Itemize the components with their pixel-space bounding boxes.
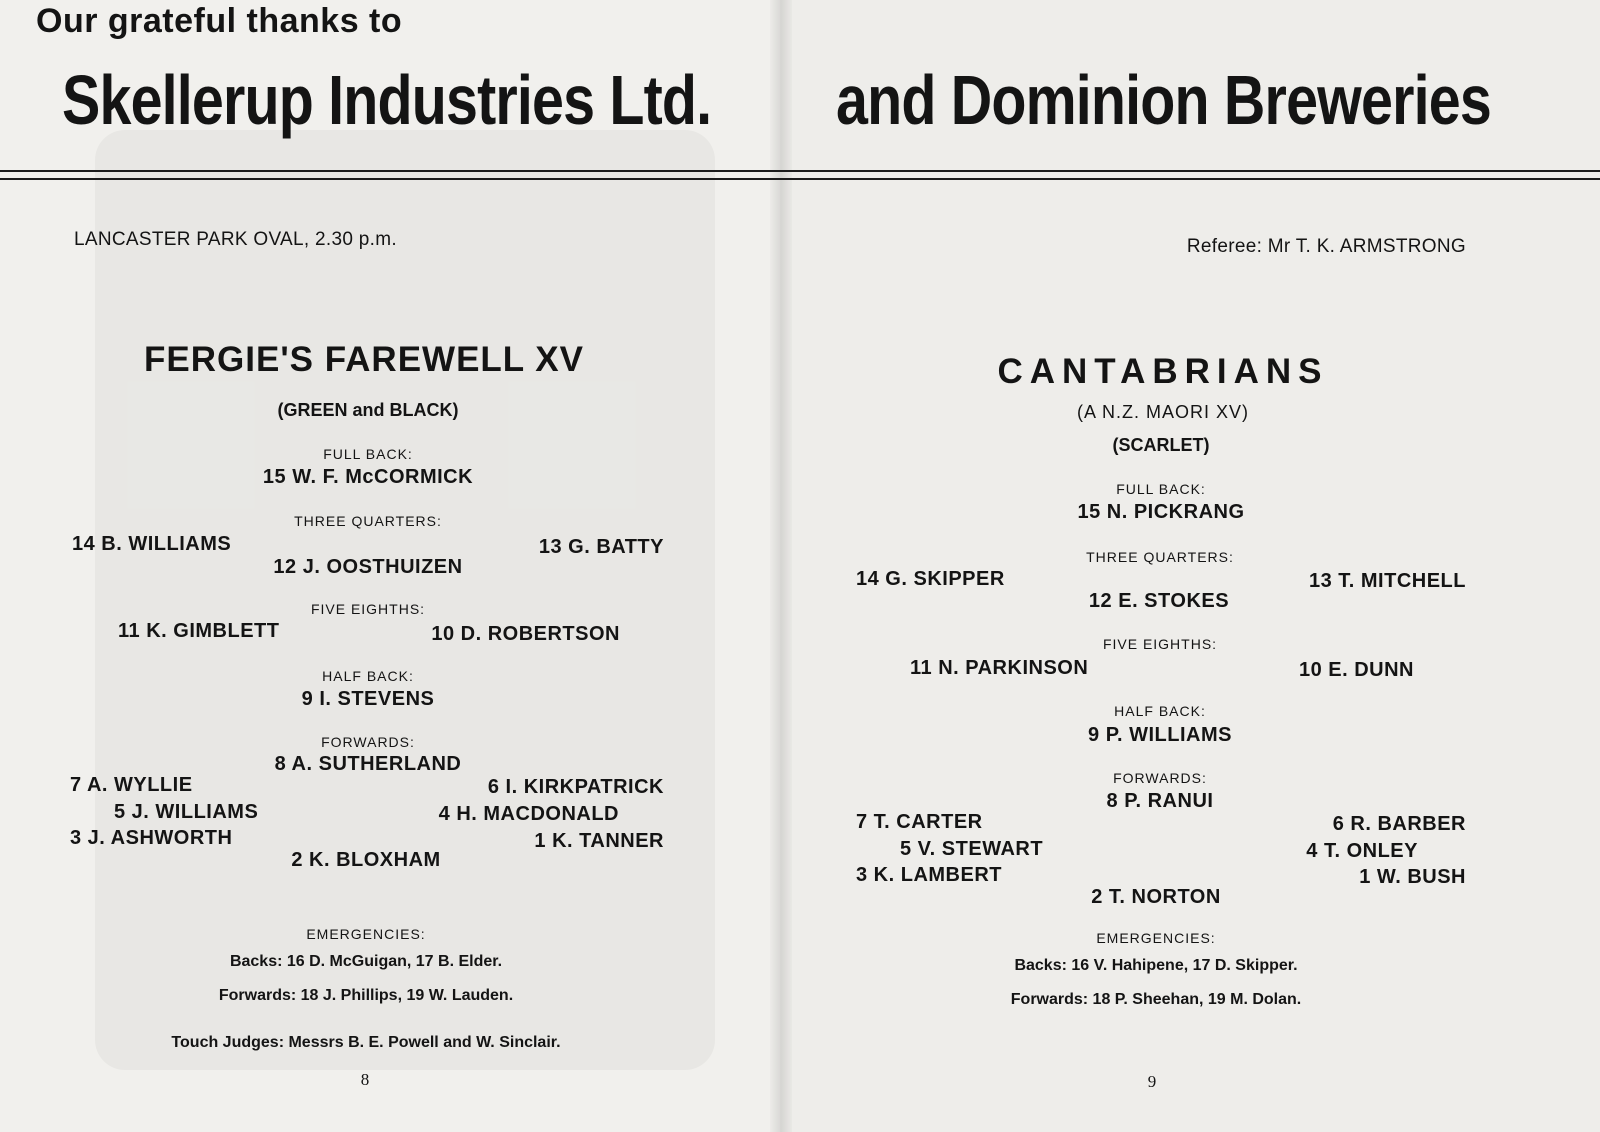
referee: Referee: Mr T. K. ARMSTRONG	[1186, 236, 1466, 257]
left-emergency-forwards: Forwards: 18 J. Phillips, 19 W. Lauden.	[218, 987, 514, 1004]
left-emergency-backs: Backs: 16 D. McGuigan, 17 B. Elder.	[229, 953, 503, 970]
left-player-4: 4 H. MACDONALD	[438, 803, 619, 825]
left-player-12: 12 J. OOSTHUIZEN	[273, 556, 463, 578]
left-label-emergencies: EMERGENCIES:	[306, 926, 426, 942]
sponsor-right: and Dominion Breweries	[836, 61, 1491, 139]
right-label-half-back: HALF BACK:	[1114, 703, 1206, 719]
right-label-forwards: FORWARDS:	[1113, 770, 1207, 786]
left-player-13: 13 G. BATTY	[538, 536, 664, 558]
right-label-emergencies: EMERGENCIES:	[1096, 930, 1216, 946]
left-label-full-back: FULL BACK:	[323, 446, 413, 462]
left-player-15: 15 W. F. McCORMICK	[262, 466, 474, 488]
right-player-15: 15 N. PICKRANG	[1077, 501, 1245, 523]
right-label-full-back: FULL BACK:	[1116, 481, 1206, 497]
left-label-five-eighths: FIVE EIGHTHS:	[310, 601, 426, 617]
right-player-7: 7 T. CARTER	[856, 811, 983, 833]
left-player-1: 1 K. TANNER	[534, 830, 664, 852]
left-team-name: FERGIE'S FAREWELL XV	[144, 340, 584, 379]
left-label-half-back: HALF BACK:	[322, 668, 414, 684]
page-number-right: 9	[1147, 1072, 1157, 1091]
left-label-three-quarters: THREE QUARTERS:	[294, 513, 442, 529]
right-player-4: 4 T. ONLEY	[1306, 840, 1418, 862]
sponsor-left: Skellerup Industries Ltd.	[62, 61, 712, 139]
touch-judges: Touch Judges: Messrs B. E. Powell and W. Sinclair.	[171, 1034, 561, 1051]
left-player-2: 2 K. BLOXHAM	[291, 849, 441, 871]
header-rule-top	[0, 170, 1600, 172]
right-player-11: 11 N. PARKINSON	[910, 657, 1089, 679]
left-player-7: 7 A. WYLLIE	[70, 774, 193, 796]
right-team-colours: (SCARLET)	[1112, 435, 1210, 455]
right-player-2: 2 T. NORTON	[1091, 886, 1221, 908]
venue-time: LANCASTER PARK OVAL, 2.30 p.m.	[74, 229, 397, 250]
right-label-three-quarters: THREE QUARTERS:	[1086, 549, 1234, 565]
right-player-3: 3 K. LAMBERT	[856, 864, 1002, 886]
right-player-14: 14 G. SKIPPER	[856, 568, 1005, 590]
right-player-10: 10 E. DUNN	[1298, 659, 1414, 681]
left-player-10: 10 D. ROBERTSON	[431, 623, 620, 645]
right-player-6: 6 R. BARBER	[1332, 813, 1466, 835]
left-player-6: 6 I. KIRKPATRICK	[487, 776, 664, 798]
thanks-heading: Our grateful thanks to	[36, 2, 403, 40]
right-label-five-eighths: FIVE EIGHTHS:	[1102, 636, 1218, 652]
left-player-9: 9 I. STEVENS	[301, 688, 435, 710]
right-player-12: 12 E. STOKES	[1088, 590, 1230, 612]
left-player-5: 5 J. WILLIAMS	[114, 801, 259, 823]
left-team-colours: (GREEN and BLACK)	[277, 400, 459, 420]
right-team-subtitle: (A N.Z. MAORI XV)	[1076, 402, 1250, 422]
left-label-forwards: FORWARDS:	[321, 734, 415, 750]
right-emergency-backs: Backs: 16 V. Hahipene, 17 D. Skipper.	[1014, 957, 1298, 974]
left-player-8: 8 A. SUTHERLAND	[274, 753, 462, 775]
right-player-1: 1 W. BUSH	[1359, 866, 1466, 888]
right-team-name: CANTABRIANS	[997, 352, 1329, 391]
header-rule-bottom	[0, 178, 1600, 180]
right-player-9: 9 P. WILLIAMS	[1088, 724, 1232, 746]
right-player-8: 8 P. RANUI	[1106, 790, 1214, 812]
right-player-13: 13 T. MITCHELL	[1308, 570, 1466, 592]
left-player-3: 3 J. ASHWORTH	[70, 827, 233, 849]
right-emergency-forwards: Forwards: 18 P. Sheehan, 19 M. Dolan.	[1010, 991, 1302, 1008]
page-number-left: 8	[360, 1070, 370, 1089]
left-player-11: 11 K. GIMBLETT	[118, 620, 280, 642]
left-player-14: 14 B. WILLIAMS	[72, 533, 232, 555]
right-player-5: 5 V. STEWART	[900, 838, 1044, 860]
